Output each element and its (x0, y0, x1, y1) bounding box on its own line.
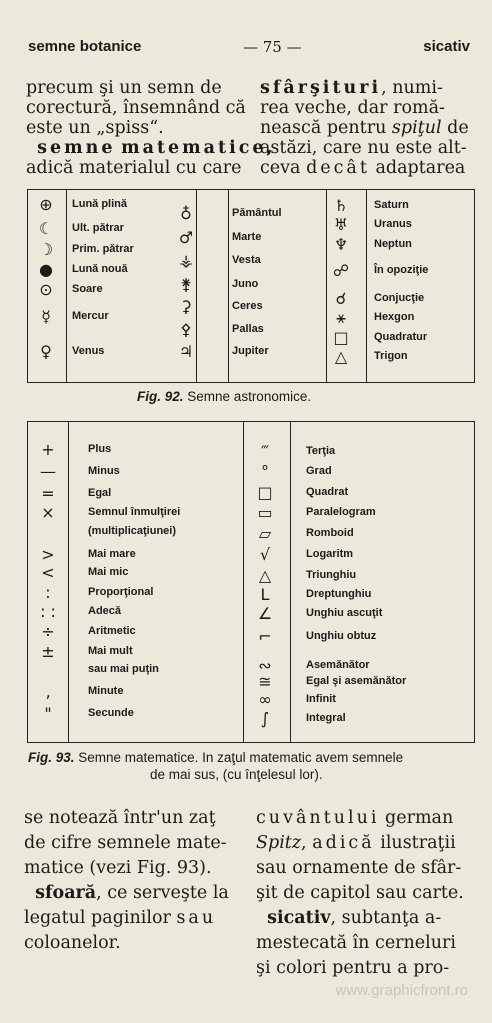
text-line: corectură, însemnând că (26, 98, 246, 118)
symbol-label: Triunghiu (306, 569, 357, 581)
symbol-label: Neptun (374, 238, 412, 250)
symbol-icon: ≅ (258, 672, 272, 691)
symbol-label: (multiplicaţiunei) (88, 525, 176, 537)
symbol-icon: ☽ (38, 240, 54, 259)
symbol-label: Unghiu obtuz (306, 630, 377, 642)
text-line: cuvântului german (256, 808, 454, 828)
text-line: sau ornamente de sfâr- (256, 858, 462, 878)
symbol-label: Juno (232, 278, 259, 290)
symbol-icon: : : (40, 602, 56, 621)
symbol-label: Prim. pătrar (72, 243, 134, 255)
symbol-label: Mai mult (88, 645, 133, 657)
symbol-label: Soare (72, 283, 103, 295)
term: sicativ (267, 908, 331, 928)
symbol-label: Hexgon (374, 311, 415, 323)
symbol-label: Egal şi asemănător (306, 675, 407, 687)
top-left-column (26, 78, 276, 178)
text-line: precum şi un semn de (26, 78, 222, 98)
text-line: sfârşituri, numi- (260, 78, 443, 98)
symbol-icon: ♁ (180, 204, 192, 223)
term: semne (37, 138, 116, 158)
fig93-caption-line2: de mai sus, (cu înţelesul lor). (150, 767, 323, 782)
symbol-icon: ° (261, 462, 269, 481)
symbol-icon: ♄ (333, 196, 349, 215)
symbol-label: Minute (88, 685, 124, 697)
symbol-label: Ult. pătrar (72, 222, 124, 234)
symbol-label: În opoziţie (374, 264, 429, 276)
symbol-label: Quadratur (374, 331, 428, 343)
symbol-icon: ⚶ (179, 251, 193, 270)
text-line: sicativ, subtanţa a- (267, 908, 442, 928)
symbol-label: Ceres (232, 300, 263, 312)
symbol-icon: √ (259, 545, 271, 564)
symbol-icon: < (41, 563, 55, 582)
symbol-label: Minus (88, 465, 120, 477)
symbol-label: Semnul înmulţirei (88, 506, 181, 518)
symbol-icon: ⚳ (180, 297, 192, 316)
symbol-icon: ∾ (258, 656, 272, 675)
symbol-icon: ∠ (257, 604, 273, 623)
symbol-label: Vesta (232, 254, 261, 266)
symbol-label: Pallas (232, 323, 264, 335)
symbol-icon: ∞ (258, 690, 272, 709)
symbol-icon: ♀ (40, 342, 52, 361)
symbol-icon: ☾ (38, 219, 54, 238)
symbol-icon: + (41, 440, 55, 459)
symbol-icon: △ (258, 566, 272, 585)
watermark: www.graphicfront.ro (335, 982, 468, 999)
fig92-caption: Fig. 92. Semne astronomice. (137, 389, 312, 404)
symbol-icon: ÷ (41, 622, 55, 641)
symbol-label: Logaritm (306, 548, 354, 560)
symbol-label: Mai mic (88, 566, 129, 578)
symbol-label: sau mai puţin (88, 663, 159, 675)
symbol-icon: = (41, 484, 55, 503)
text-line: matice (vezi Fig. 93). (24, 858, 212, 878)
fig93-caption: Fig. 93. Semne matematice. In zaţul matematic avem semnele (28, 750, 404, 765)
bottom-left-column (24, 806, 229, 956)
symbol-label: Romboid (306, 527, 354, 539)
symbol-label: Terţia (306, 445, 336, 457)
symbol-icon: " (44, 704, 52, 723)
symbol-icon: □ (257, 483, 273, 502)
text-line: nească pentru spiţul de (260, 118, 469, 138)
text-line: rea veche, dar romă- (260, 98, 445, 118)
symbol-label: Egal (88, 487, 112, 499)
text-line: se notează într'un zaţ (24, 808, 216, 828)
text-line: sfoară, ce serveşte la (35, 883, 229, 903)
symbol-icon: ⚵ (180, 275, 192, 294)
symbol-icon: > (41, 545, 55, 564)
symbol-label: Paralelogram (306, 506, 376, 518)
bottom-right-column (256, 806, 464, 981)
symbol-icon: ♃ (178, 342, 194, 361)
symbol-icon: L (260, 585, 270, 604)
text-line: şi colori pentru a pro- (256, 958, 450, 978)
symbol-label: Infinit (306, 693, 336, 705)
text-line: şit de capitol sau carte. (256, 883, 464, 903)
symbol-icon: ☌ (335, 289, 347, 308)
symbol-icon: ‴ (260, 442, 270, 461)
symbol-icon: △ (334, 347, 348, 366)
symbol-label: Saturn (374, 199, 409, 211)
symbol-label: Marte (232, 231, 262, 243)
symbol-label: Uranus (374, 218, 412, 230)
symbol-icon: ⌐ (258, 627, 272, 646)
symbol-label: Unghiu ascuţit (306, 607, 383, 619)
running-header (28, 38, 470, 58)
symbol-label: Secunde (88, 707, 134, 719)
symbol-icon: ☿ (41, 307, 51, 326)
symbol-label: Aritmetic (88, 625, 136, 637)
symbol-label: Asemănător (306, 659, 370, 671)
text-line: legatul paginilor sau (24, 908, 217, 928)
header-right: sicativ (423, 38, 470, 55)
text-line: de cifre semnele mate- (24, 833, 227, 853)
symbol-icon: ♆ (333, 235, 349, 254)
symbol-label: Plus (88, 443, 112, 455)
symbol-label: Lună plină (72, 198, 127, 210)
top-right-column (260, 78, 472, 178)
symbol-icon: × (41, 503, 55, 522)
symbol-icon: ● (39, 260, 53, 279)
symbol-label: Lună nouă (72, 263, 128, 275)
text-line: astăzi, care nu este alt- (260, 138, 467, 158)
symbol-label: Quadrat (306, 486, 349, 498)
symbol-label: Grad (306, 465, 332, 477)
text-line: adică materialul cu care (26, 158, 242, 178)
symbol-label: Pământul (232, 207, 282, 219)
symbol-icon: ♅ (333, 215, 349, 234)
symbol-icon: ⊙ (39, 280, 53, 299)
text-line: este un „spiss“. (26, 118, 164, 138)
text-line: coloanelor. (24, 933, 121, 953)
text-line: mestecată în cerneluri (256, 933, 456, 953)
symbol-label: Dreptunghiu (306, 588, 372, 600)
symbol-icon: ☍ (332, 261, 350, 280)
symbol-label: Mercur (72, 310, 109, 322)
symbol-label: Jupiter (232, 345, 269, 357)
page-number: — 75 — (243, 38, 302, 56)
symbol-label: Integral (306, 712, 346, 724)
symbol-icon: ⊕ (39, 195, 53, 214)
text-line: Spitz, adică ilustraţii (256, 833, 456, 853)
symbol-label: Adecă (88, 605, 122, 617)
symbol-icon: ∫ (260, 709, 270, 728)
symbol-label: Proporţional (88, 586, 154, 598)
symbol-icon: ± (41, 642, 55, 661)
symbol-icon: □ (333, 328, 349, 347)
symbol-label: Trigon (374, 350, 408, 362)
symbol-icon: ‚ (45, 682, 51, 701)
text-line: ceva decât adaptarea (260, 158, 466, 178)
symbol-icon: ⚹ (336, 308, 346, 327)
symbol-icon: ▭ (257, 503, 273, 522)
symbol-label: Conjucţie (374, 292, 425, 304)
symbol-label: Venus (72, 345, 105, 357)
text-line: semne matematice, (37, 138, 276, 158)
symbol-icon: ⚴ (180, 320, 192, 339)
symbol-icon: — (40, 462, 56, 481)
term: sfârşituri (260, 78, 382, 98)
term: sfoară (35, 883, 97, 903)
symbol-icon: : (45, 583, 51, 602)
symbol-icon: ♂ (178, 228, 194, 247)
symbol-label: Mai mare (88, 548, 136, 560)
symbol-icon: ▱ (258, 524, 272, 543)
header-left: semne botanice (28, 38, 142, 55)
